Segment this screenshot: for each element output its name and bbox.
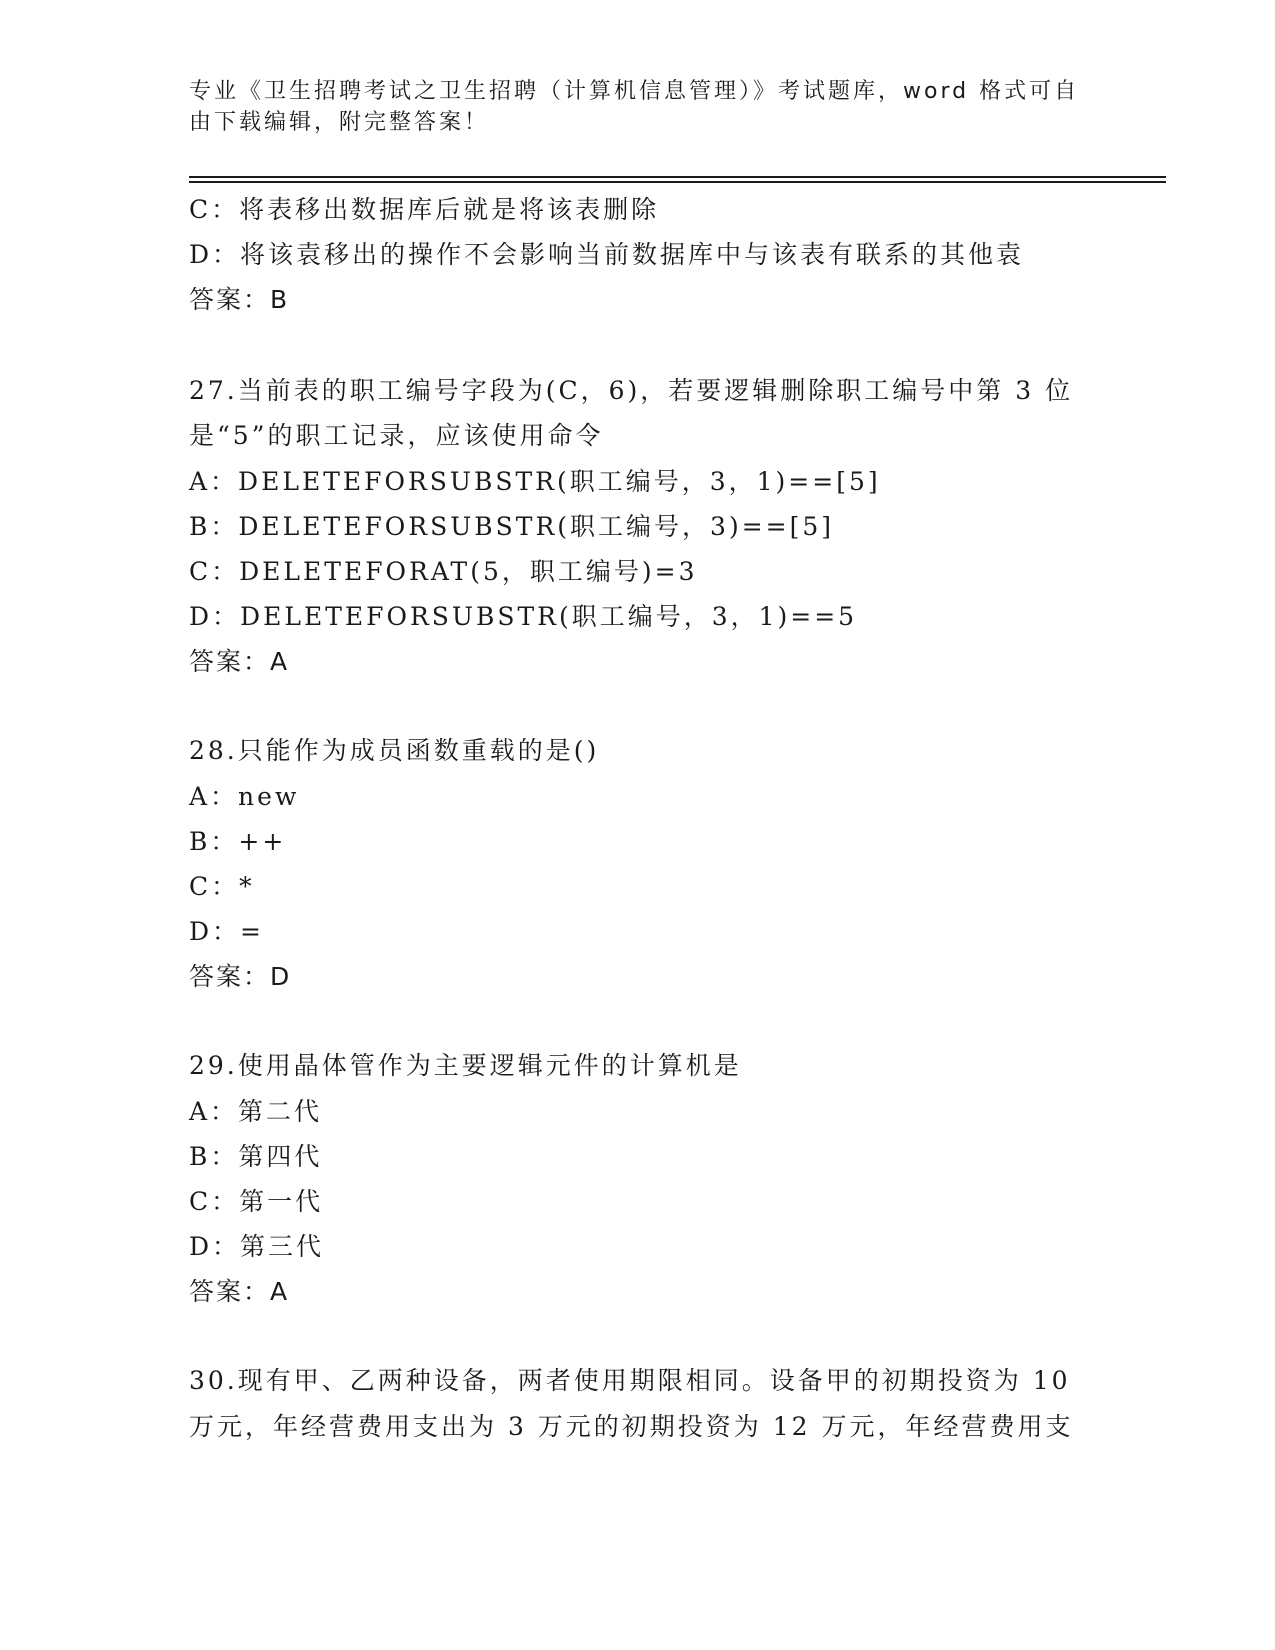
q29-answer: 答案：A [189, 1277, 290, 1306]
q26-option-d: D：将该袁移出的操作不会影响当前数据库中与该表有联系的其他袁 [189, 240, 1025, 269]
header-line-1: 专业《卫生招聘考试之卫生招聘（计算机信息管理）》考试题库，word 格式可自 [189, 79, 1080, 104]
q27-option-d: D：DELETEFORSUBSTR(职工编号，3，1)==5 [189, 602, 858, 631]
q29-option-b: B：第四代 [189, 1142, 323, 1171]
q27-option-a: A：DELETEFORSUBSTR(职工编号，3，1)==[5] [189, 467, 881, 496]
q29-question: 29.使用晶体管作为主要逻辑元件的计算机是 [189, 1051, 742, 1080]
q27-answer: 答案：A [189, 647, 290, 676]
q27-question-line-2: 是“5”的职工记录，应该使用命令 [189, 421, 604, 450]
q29-option-a: A：第二代 [189, 1097, 323, 1126]
header-line-2: 由下载编辑，附完整答案！ [189, 110, 490, 135]
q29-option-c: C：第一代 [189, 1187, 324, 1216]
q28-option-b: B：++ [189, 827, 287, 856]
q28-option-d: D：= [189, 917, 264, 946]
q26-option-c: C：将表移出数据库后就是将该表删除 [189, 195, 660, 224]
q28-option-a: A：new [189, 782, 300, 811]
q26-answer: 答案：B [189, 285, 290, 314]
q28-answer: 答案：D [189, 962, 292, 991]
q28-option-c: C：* [189, 872, 255, 901]
q29-option-d: D：第三代 [189, 1232, 325, 1261]
header-divider-top [189, 176, 1166, 178]
document-header [189, 76, 1089, 138]
q27-option-b: B：DELETEFORSUBSTR(职工编号，3)==[5] [189, 512, 835, 541]
header-divider-bottom [189, 181, 1166, 183]
q28-question: 28.只能作为成员函数重载的是() [189, 736, 600, 765]
q27-option-c: C：DELETEFORAT(5，职工编号)=3 [189, 557, 698, 586]
q27-question-line-1: 27.当前表的职工编号字段为(C，6)，若要逻辑删除职工编号中第 3 位 [189, 376, 1074, 405]
q30-question-line-1: 30.现有甲、乙两种设备，两者使用期限相同。设备甲的初期投资为 10 [189, 1366, 1071, 1395]
q30-question-line-2: 万元，年经营费用支出为 3 万元的初期投资为 12 万元，年经营费用支 [189, 1412, 1074, 1441]
